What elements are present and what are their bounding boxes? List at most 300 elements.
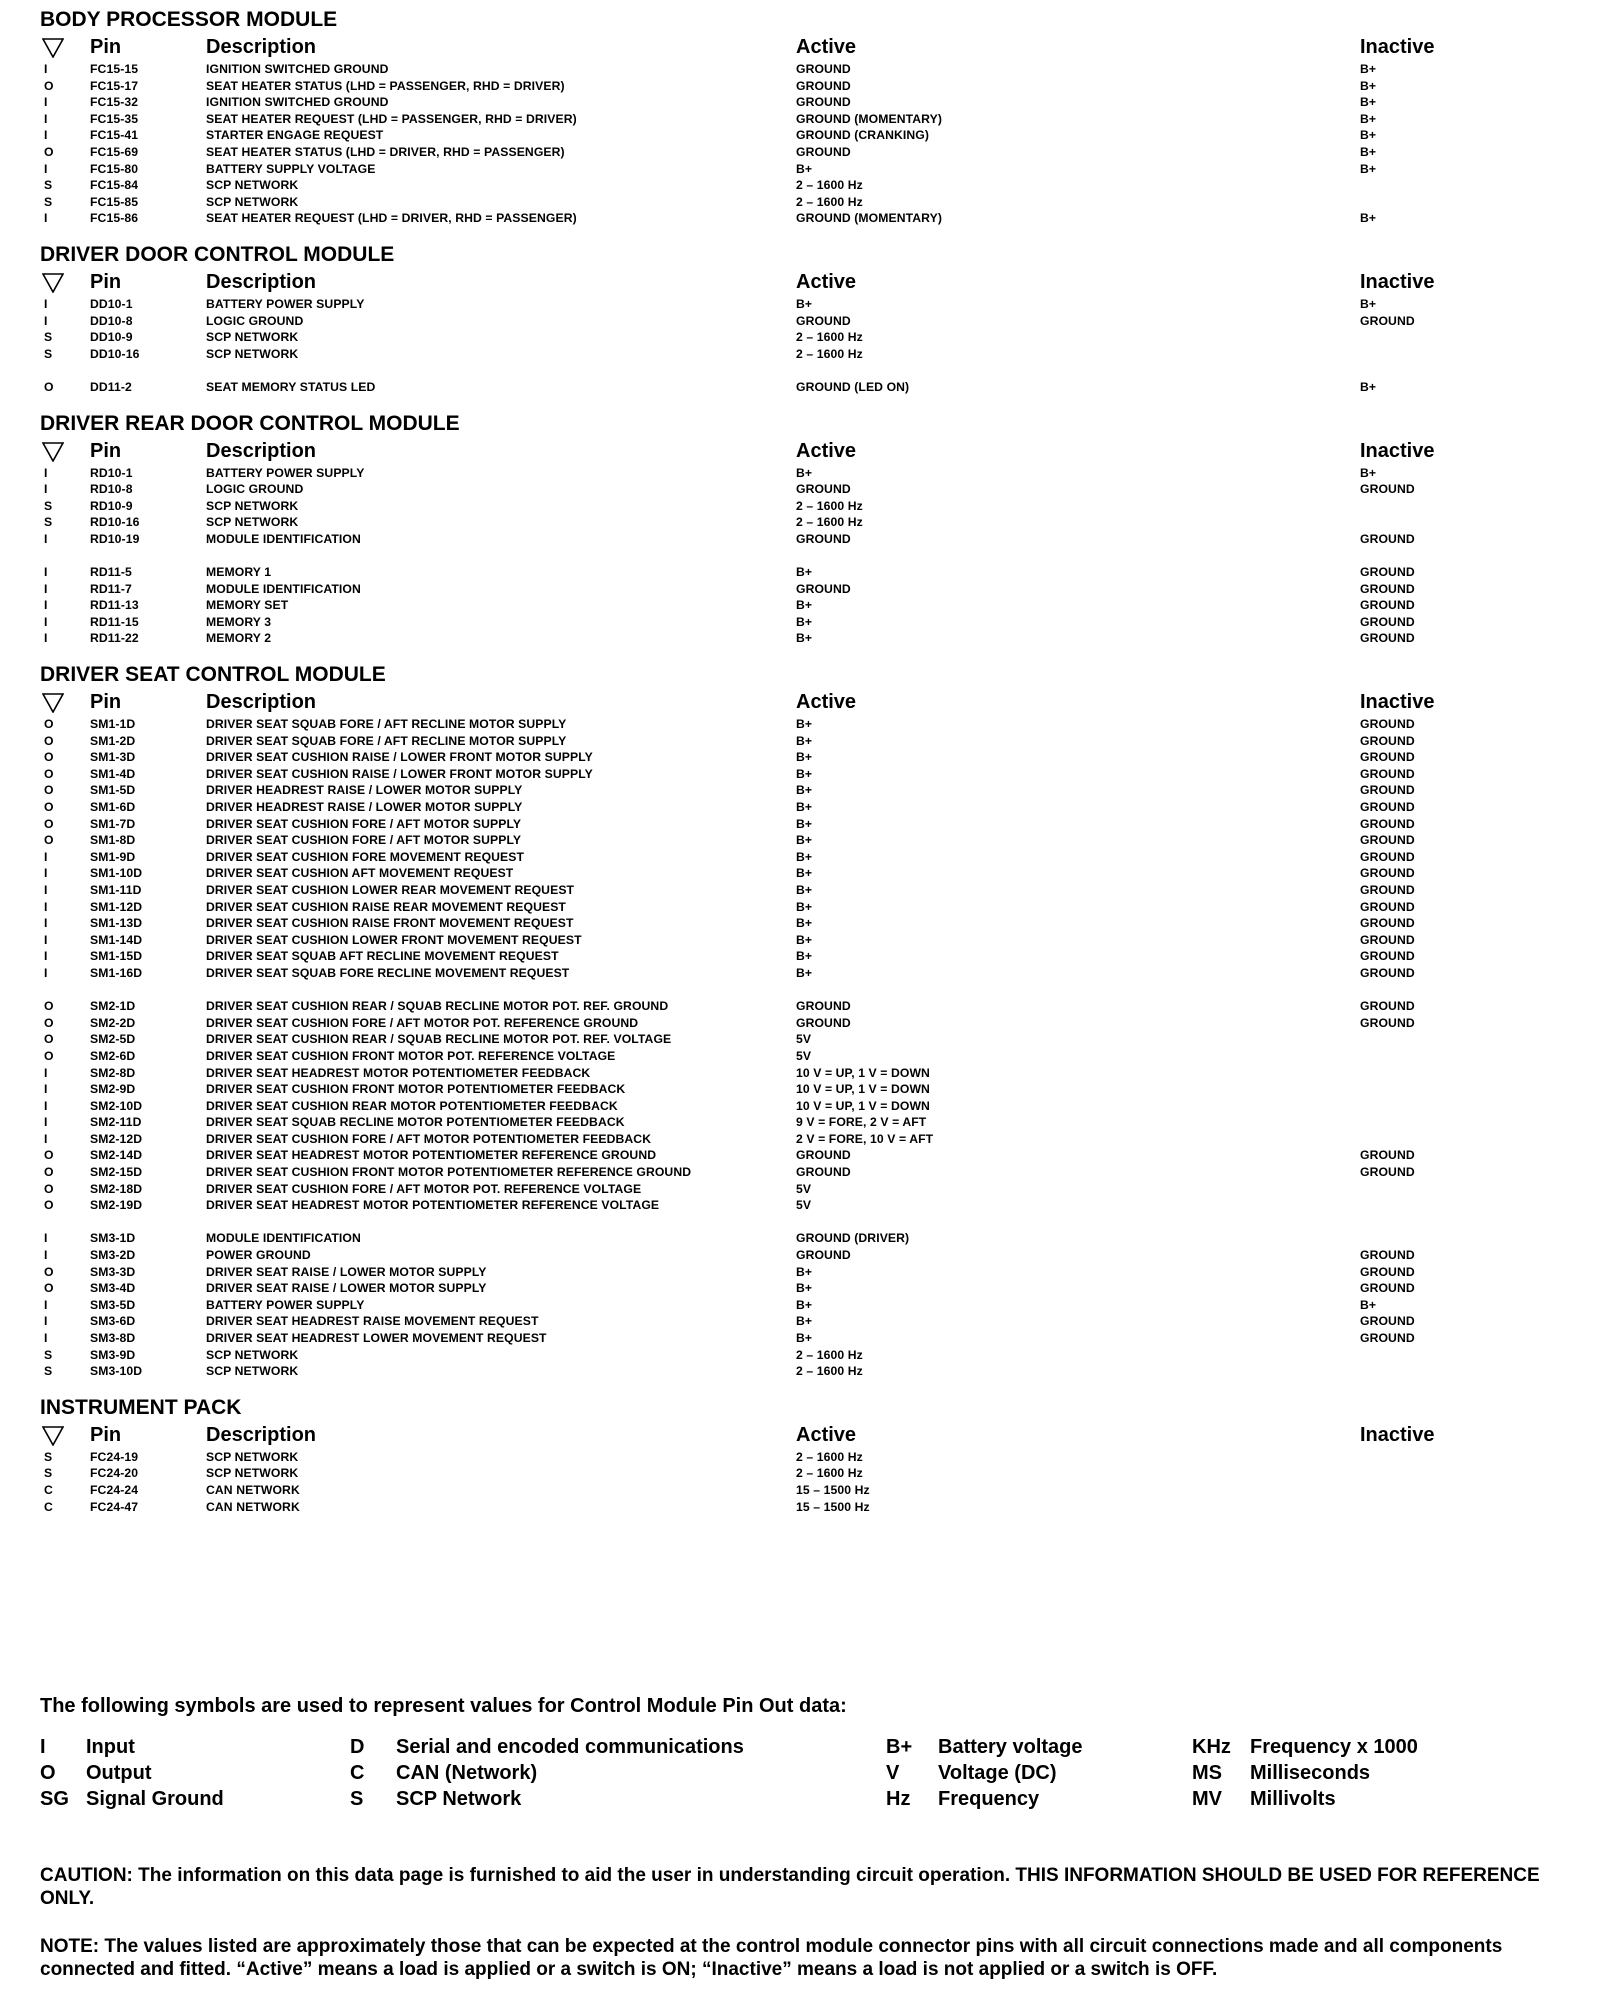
- table-row: [40, 1449, 1590, 1466]
- signal-type: I: [44, 581, 48, 596]
- inactive-value: GROUND: [1360, 717, 1415, 732]
- pin-description: DRIVER SEAT CUSHION LOWER REAR MOVEMENT REQUEST: [206, 882, 575, 897]
- pin-id: SM2-10D: [90, 1098, 143, 1113]
- inactive-value: B+: [1360, 144, 1377, 159]
- signal-type: I: [44, 1248, 48, 1263]
- pin-id: SM1-9D: [90, 849, 136, 864]
- inactive-value: GROUND: [1360, 932, 1415, 947]
- table-row: [40, 998, 1590, 1015]
- table-row: [40, 716, 1590, 733]
- inactive-value: GROUND: [1360, 783, 1415, 798]
- table-row: [40, 915, 1590, 932]
- table-row: [40, 1065, 1590, 1082]
- pin-description: MEMORY SET: [206, 598, 289, 613]
- active-value: GROUND: [796, 999, 851, 1014]
- active-value: B+: [796, 161, 813, 176]
- table-row: [40, 144, 1590, 161]
- pin-description: BATTERY SUPPLY VOLTAGE: [206, 161, 376, 176]
- pin-id: SM2-1D: [90, 999, 136, 1014]
- pin-description: DRIVER SEAT CUSHION RAISE FRONT MOVEMENT REQUEST: [206, 916, 574, 931]
- table-row: [40, 1147, 1590, 1164]
- signal-type: I: [44, 161, 48, 176]
- active-header: Active: [796, 439, 857, 462]
- table-row: [40, 1465, 1590, 1482]
- table-row: [40, 1031, 1590, 1048]
- module-section: [40, 661, 1590, 1380]
- pin-description: DRIVER SEAT HEADREST MOTOR POTENTIOMETER REFERENCE VOLTAGE: [206, 1198, 660, 1213]
- table-row: [40, 882, 1590, 899]
- active-value: B+: [796, 783, 813, 798]
- signal-type: O: [44, 1048, 54, 1063]
- pin-description: BATTERY POWER SUPPLY: [206, 1297, 365, 1312]
- table-row: [40, 1313, 1590, 1330]
- pin-id: FC15-17: [90, 78, 139, 93]
- pin-id: SM3-3D: [90, 1264, 136, 1279]
- signal-type: C: [44, 1499, 53, 1514]
- signal-type: I: [44, 1297, 48, 1312]
- pin-description: DRIVER SEAT SQUAB RECLINE MOTOR POTENTIOMETER FEEDBACK: [206, 1115, 625, 1130]
- inactive-value: GROUND: [1360, 1314, 1415, 1329]
- active-value: 5V: [796, 1032, 812, 1047]
- table-row: [40, 1280, 1590, 1297]
- active-value: GROUND: [796, 78, 851, 93]
- pin-description: DRIVER SEAT HEADREST LOWER MOVEMENT REQUEST: [206, 1331, 547, 1345]
- pin-description: DRIVER SEAT CUSHION FRONT MOTOR POT. REFERENCE VOLTAGE: [206, 1048, 616, 1063]
- inactive-value: GROUND: [1360, 1015, 1415, 1030]
- inactive-value: GROUND: [1360, 816, 1415, 831]
- symbol-legend: [40, 1736, 1580, 1826]
- pin-description: SCP NETWORK: [206, 330, 299, 345]
- signal-type: S: [44, 1364, 53, 1379]
- table-row: [40, 1482, 1590, 1499]
- active-value: GROUND: [796, 95, 851, 110]
- module-section: [40, 241, 1590, 396]
- table-row: [40, 597, 1590, 614]
- pin-description: MEMORY 2: [206, 631, 272, 646]
- pin-description: LOGIC GROUND: [206, 313, 304, 328]
- legend-meaning: Input: [86, 1736, 135, 1758]
- table-row: [40, 1197, 1590, 1214]
- signal-type: O: [44, 800, 54, 814]
- legend-meaning: Serial and encoded communications: [396, 1736, 744, 1758]
- active-value: 2 – 1600 Hz: [796, 346, 863, 361]
- module-section: [40, 6, 1590, 227]
- active-header: Active: [796, 1423, 857, 1446]
- module-title: BODY PROCESSOR MODULE: [40, 8, 338, 31]
- signal-type: I: [44, 866, 48, 881]
- inactive-header: Inactive: [1360, 1423, 1435, 1446]
- active-value: 10 V = UP, 1 V = DOWN: [796, 1082, 930, 1097]
- active-value: GROUND: [796, 144, 851, 159]
- pin-header: Pin: [90, 36, 122, 58]
- pin-description: MODULE IDENTIFICATION: [206, 581, 361, 596]
- pin-id: FC15-41: [90, 128, 139, 143]
- pin-id: SM2-6D: [90, 1048, 136, 1063]
- active-value: 15 – 1500 Hz: [796, 1499, 870, 1514]
- table-row: [40, 61, 1590, 78]
- pin-id: SM2-15D: [90, 1165, 143, 1180]
- active-value: B+: [796, 899, 813, 914]
- inactive-value: GROUND: [1360, 849, 1415, 864]
- table-row: [40, 1499, 1590, 1516]
- table-row: [40, 1363, 1590, 1380]
- inactive-value: GROUND: [1360, 1264, 1415, 1279]
- pin-id: SM2-14D: [90, 1148, 143, 1163]
- active-value: B+: [796, 1264, 813, 1279]
- inactive-value: GROUND: [1360, 800, 1415, 814]
- active-value: 2 – 1600 Hz: [796, 1347, 863, 1362]
- active-value: B+: [796, 882, 813, 897]
- table-row: [40, 194, 1590, 211]
- pin-id: FC15-80: [90, 161, 139, 176]
- active-value: 2 – 1600 Hz: [796, 1364, 863, 1379]
- table-row: [40, 564, 1590, 581]
- pin-header: Pin: [90, 691, 122, 714]
- active-value: B+: [796, 1314, 813, 1329]
- inactive-value: GROUND: [1360, 766, 1415, 781]
- active-value: 2 – 1600 Hz: [796, 515, 863, 530]
- signal-type: O: [44, 816, 54, 831]
- active-value: B+: [796, 614, 813, 629]
- module-title: DRIVER REAR DOOR CONTROL MODULE: [40, 411, 460, 435]
- column-header-row: [40, 438, 1590, 465]
- module-title: INSTRUMENT PACK: [40, 1395, 242, 1419]
- pin-description: DRIVER SEAT CUSHION FORE / AFT MOTOR POT. REFERENCE GROUND: [206, 1015, 639, 1030]
- pin-description: DRIVER SEAT CUSHION AFT MOVEMENT REQUEST: [206, 866, 514, 881]
- legend-symbol: D: [350, 1736, 365, 1758]
- pin-id: SM2-8D: [90, 1065, 136, 1080]
- signal-type: O: [44, 750, 54, 765]
- inactive-value: GROUND: [1360, 598, 1415, 613]
- inactive-header: Inactive: [1360, 270, 1435, 293]
- pin-id: SM3-9D: [90, 1347, 136, 1362]
- active-header: Active: [796, 691, 857, 714]
- inactive-value: B+: [1360, 78, 1377, 93]
- legend-symbol: MV: [1192, 1788, 1222, 1810]
- pin-description: SCP NETWORK: [206, 515, 299, 530]
- signal-type: S: [44, 330, 53, 345]
- active-value: 2 – 1600 Hz: [796, 1466, 863, 1481]
- table-row: [40, 1181, 1590, 1198]
- pin-id: SM2-18D: [90, 1181, 143, 1196]
- pin-description: DRIVER SEAT HEADREST RAISE MOVEMENT REQUEST: [206, 1314, 539, 1329]
- table-row: [40, 899, 1590, 916]
- table-row: [40, 296, 1590, 313]
- pin-id: SM3-2D: [90, 1248, 136, 1263]
- table-row: [40, 177, 1590, 194]
- column-header-row: [40, 1422, 1590, 1449]
- table-row: [40, 210, 1590, 227]
- active-value: 2 – 1600 Hz: [796, 194, 863, 209]
- inactive-value: B+: [1360, 1297, 1377, 1312]
- pin-id: DD10-9: [90, 330, 133, 345]
- pin-id: SM2-2D: [90, 1015, 136, 1030]
- pin-id: DD11-2: [90, 379, 132, 394]
- pin-description: DRIVER SEAT CUSHION LOWER FRONT MOVEMENT REQUEST: [206, 932, 582, 947]
- signal-type: I: [44, 1331, 48, 1345]
- table-row: [40, 346, 1590, 363]
- inactive-value: B+: [1360, 161, 1377, 176]
- pin-id: RD10-19: [90, 531, 140, 546]
- module-title: DRIVER SEAT CONTROL MODULE: [40, 663, 386, 687]
- pin-description: LOGIC GROUND: [206, 482, 304, 497]
- active-value: B+: [796, 916, 813, 931]
- inactive-value: GROUND: [1360, 565, 1415, 580]
- legend-symbol: MS: [1192, 1762, 1222, 1784]
- pin-id: DD10-16: [90, 346, 140, 361]
- signal-type: I: [44, 296, 48, 311]
- signal-type: I: [44, 965, 48, 980]
- pin-description: DRIVER SEAT HEADREST MOTOR POTENTIOMETER FEEDBACK: [206, 1065, 591, 1080]
- pin-description: DRIVER SEAT CUSHION FORE / AFT MOTOR SUPPLY: [206, 816, 522, 831]
- pin-id: FC24-47: [90, 1499, 139, 1514]
- pin-id: FC24-20: [90, 1466, 139, 1481]
- active-value: B+: [796, 766, 813, 781]
- signal-type: O: [44, 78, 54, 93]
- signal-type: O: [44, 766, 54, 781]
- pin-id: SM1-2D: [90, 733, 136, 748]
- pin-id: FC15-15: [90, 62, 139, 76]
- active-value: B+: [796, 833, 813, 848]
- signal-type: O: [44, 783, 54, 798]
- pin-id: SM2-19D: [90, 1198, 143, 1213]
- signal-type: I: [44, 631, 48, 646]
- active-value: 2 – 1600 Hz: [796, 330, 863, 345]
- pin-description: DRIVER SEAT CUSHION REAR / SQUAB RECLINE MOTOR POT. REF. GROUND: [206, 999, 669, 1014]
- legend-meaning: SCP Network: [396, 1788, 522, 1810]
- active-value: 2 – 1600 Hz: [796, 178, 863, 193]
- signal-type: I: [44, 95, 48, 110]
- pin-description: DRIVER SEAT HEADREST MOTOR POTENTIOMETER REFERENCE GROUND: [206, 1148, 657, 1163]
- signal-type: I: [44, 465, 48, 480]
- pin-id: RD10-1: [90, 465, 133, 480]
- active-value: B+: [796, 816, 813, 831]
- signal-type: I: [44, 1115, 48, 1130]
- table-row: [40, 865, 1590, 882]
- active-value: GROUND (MOMENTARY): [796, 211, 943, 226]
- pin-id: RD10-16: [90, 515, 140, 530]
- signal-type: I: [44, 482, 48, 497]
- pin-id: SM3-1D: [90, 1231, 136, 1246]
- table-row: [40, 1048, 1590, 1065]
- description-header: Description: [206, 691, 317, 714]
- pinout-page: [40, 0, 1590, 1515]
- pin-description: SEAT HEATER STATUS (LHD = PASSENGER, RHD = DRIVER): [206, 78, 565, 93]
- description-header: Description: [206, 36, 317, 58]
- signal-type: I: [44, 313, 48, 328]
- active-value: GROUND (MOMENTARY): [796, 111, 943, 126]
- inactive-value: GROUND: [1360, 882, 1415, 897]
- table-row: [40, 514, 1590, 531]
- pin-description: DRIVER SEAT CUSHION FORE / AFT MOTOR POT. REFERENCE VOLTAGE: [206, 1181, 642, 1196]
- inactive-value: GROUND: [1360, 1148, 1415, 1163]
- pin-id: DD10-1: [90, 296, 133, 311]
- table-row: [40, 965, 1590, 982]
- active-value: GROUND: [796, 482, 851, 497]
- inactive-value: GROUND: [1360, 750, 1415, 765]
- inactive-value: GROUND: [1360, 999, 1415, 1014]
- pin-description: DRIVER SEAT CUSHION REAR / SQUAB RECLINE MOTOR POT. REF. VOLTAGE: [206, 1032, 672, 1047]
- active-value: B+: [796, 800, 813, 814]
- table-row: [40, 1264, 1590, 1281]
- table-row: [40, 1164, 1590, 1181]
- active-value: B+: [796, 598, 813, 613]
- pin-id: SM1-15D: [90, 949, 143, 964]
- pin-id: SM3-8D: [90, 1331, 136, 1345]
- inactive-value: B+: [1360, 211, 1377, 226]
- active-value: B+: [796, 1297, 813, 1312]
- signal-type: I: [44, 565, 48, 580]
- pin-description: DRIVER SEAT CUSHION FORE / AFT MOTOR SUPPLY: [206, 833, 522, 848]
- inactive-value: B+: [1360, 111, 1377, 126]
- inactive-value: B+: [1360, 95, 1377, 110]
- active-value: GROUND (CRANKING): [796, 128, 930, 143]
- active-value: 2 – 1600 Hz: [796, 498, 863, 513]
- group-spacer: [40, 982, 1590, 999]
- pin-id: SM3-10D: [90, 1364, 143, 1379]
- active-value: GROUND (LED ON): [796, 379, 910, 394]
- pin-id: RD10-8: [90, 482, 133, 497]
- active-value: GROUND: [796, 531, 851, 546]
- pin-description: DRIVER SEAT RAISE / LOWER MOTOR SUPPLY: [206, 1281, 487, 1296]
- table-row: [40, 733, 1590, 750]
- signal-type: I: [44, 1098, 48, 1113]
- signal-type: O: [44, 1148, 54, 1163]
- inactive-value: GROUND: [1360, 1281, 1415, 1296]
- pin-id: SM1-1D: [90, 717, 136, 732]
- table-row: [40, 932, 1590, 949]
- legend-symbol: O: [40, 1762, 56, 1784]
- active-value: B+: [796, 296, 813, 311]
- group-spacer: [40, 362, 1590, 379]
- pin-id: DD10-8: [90, 313, 133, 328]
- pin-id: SM1-8D: [90, 833, 136, 848]
- table-row: [40, 111, 1590, 128]
- table-row: [40, 766, 1590, 783]
- inactive-value: GROUND: [1360, 733, 1415, 748]
- pin-description: BATTERY POWER SUPPLY: [206, 296, 365, 311]
- pin-id: SM1-4D: [90, 766, 136, 781]
- inactive-value: GROUND: [1360, 965, 1415, 980]
- pin-id: SM3-6D: [90, 1314, 136, 1329]
- inactive-value: GROUND: [1360, 631, 1415, 646]
- legend-meaning: Frequency x 1000: [1250, 1736, 1418, 1758]
- inactive-value: GROUND: [1360, 866, 1415, 881]
- table-row: [40, 161, 1590, 178]
- pin-description: DRIVER SEAT SQUAB FORE RECLINE MOVEMENT REQUEST: [206, 965, 570, 980]
- legend-meaning: Frequency: [938, 1788, 1040, 1810]
- inactive-value: B+: [1360, 128, 1377, 143]
- pin-description: SEAT HEATER REQUEST (LHD = PASSENGER, RHD = DRIVER): [206, 111, 577, 126]
- active-value: 5V: [796, 1198, 812, 1213]
- table-row: [40, 849, 1590, 866]
- signal-type: I: [44, 111, 48, 126]
- signal-type: I: [44, 882, 48, 897]
- pin-description: DRIVER SEAT CUSHION FORE / AFT MOTOR POTENTIOMETER FEEDBACK: [206, 1131, 652, 1146]
- signal-type: O: [44, 144, 54, 159]
- pin-id: RD11-5: [90, 565, 132, 580]
- active-value: 10 V = UP, 1 V = DOWN: [796, 1065, 930, 1080]
- column-header-row: [40, 269, 1590, 296]
- signal-type: I: [44, 211, 48, 226]
- legend-symbol: V: [886, 1762, 900, 1784]
- signal-type: I: [44, 949, 48, 964]
- signal-type: O: [44, 1281, 54, 1296]
- legend-title: The following symbols are used to represent values for Control Module Pin Out data:: [40, 1695, 847, 1717]
- signal-type: S: [44, 1347, 53, 1362]
- active-value: 15 – 1500 Hz: [796, 1482, 870, 1497]
- pin-header: Pin: [90, 1423, 122, 1446]
- inactive-header: Inactive: [1360, 439, 1435, 462]
- pin-description: DRIVER SEAT CUSHION FRONT MOTOR POTENTIOMETER FEEDBACK: [206, 1082, 626, 1097]
- signal-type: O: [44, 1181, 54, 1196]
- inactive-value: GROUND: [1360, 1331, 1415, 1345]
- signal-type: O: [44, 833, 54, 848]
- description-header: Description: [206, 270, 317, 293]
- active-value: B+: [796, 631, 813, 646]
- table-row: [40, 94, 1590, 111]
- signal-type: I: [44, 1231, 48, 1246]
- active-value: GROUND: [796, 1248, 851, 1263]
- legend-symbol: S: [350, 1788, 364, 1810]
- table-row: [40, 1131, 1590, 1148]
- column-header-row: [40, 34, 1590, 61]
- pin-id: SM1-3D: [90, 750, 136, 765]
- pin-description: DRIVER SEAT CUSHION RAISE REAR MOVEMENT REQUEST: [206, 899, 566, 914]
- legend-meaning: Battery voltage: [938, 1736, 1083, 1758]
- active-value: GROUND: [796, 313, 851, 328]
- table-row: [40, 614, 1590, 631]
- table-row: [40, 1247, 1590, 1264]
- pin-description: STARTER ENGAGE REQUEST: [206, 128, 384, 143]
- legend-symbol: KHz: [1192, 1736, 1231, 1758]
- module-section: [40, 1394, 1590, 1515]
- signal-type: O: [44, 1015, 54, 1030]
- active-value: B+: [796, 1281, 813, 1296]
- signal-type: S: [44, 515, 53, 530]
- table-row: [40, 379, 1590, 396]
- legend-symbol: Hz: [886, 1788, 911, 1810]
- table-row: [40, 498, 1590, 515]
- pin-description: SCP NETWORK: [206, 1449, 299, 1464]
- signal-type: S: [44, 346, 53, 361]
- inactive-value: GROUND: [1360, 1248, 1415, 1263]
- signal-type: C: [44, 1482, 53, 1497]
- table-row: [40, 832, 1590, 849]
- active-value: B+: [796, 849, 813, 864]
- legend-meaning: Millivolts: [1250, 1788, 1336, 1810]
- pin-description: MODULE IDENTIFICATION: [206, 1231, 361, 1246]
- pin-id: SM1-16D: [90, 965, 143, 980]
- pin-description: SEAT HEATER REQUEST (LHD = DRIVER, RHD = PASSENGER): [206, 211, 577, 226]
- pin-description: DRIVER HEADREST RAISE / LOWER MOTOR SUPPLY: [206, 783, 523, 798]
- signal-type: S: [44, 498, 53, 513]
- pin-description: SCP NETWORK: [206, 498, 299, 513]
- pin-description: DRIVER SEAT CUSHION FORE MOVEMENT REQUEST: [206, 849, 525, 864]
- pin-description: SCP NETWORK: [206, 178, 299, 193]
- table-row: [40, 481, 1590, 498]
- table-row: [40, 1081, 1590, 1098]
- pin-id: SM2-9D: [90, 1082, 136, 1097]
- pin-description: SEAT MEMORY STATUS LED: [206, 379, 376, 394]
- signal-type: O: [44, 999, 54, 1014]
- note-text: NOTE: The values listed are approximately those that can be expected at the control module connector pins with all circuit connections made and all components connected and fitted. “Active” means a load is applied or a switch is ON; “Inactive” means a load is not applied or a switch is OFF.: [40, 1936, 1503, 1980]
- description-header: Description: [206, 439, 317, 462]
- active-value: GROUND: [796, 581, 851, 596]
- pin-id: RD11-22: [90, 631, 139, 646]
- pin-description: MEMORY 1: [206, 565, 272, 580]
- legend-symbol: SG: [40, 1788, 69, 1810]
